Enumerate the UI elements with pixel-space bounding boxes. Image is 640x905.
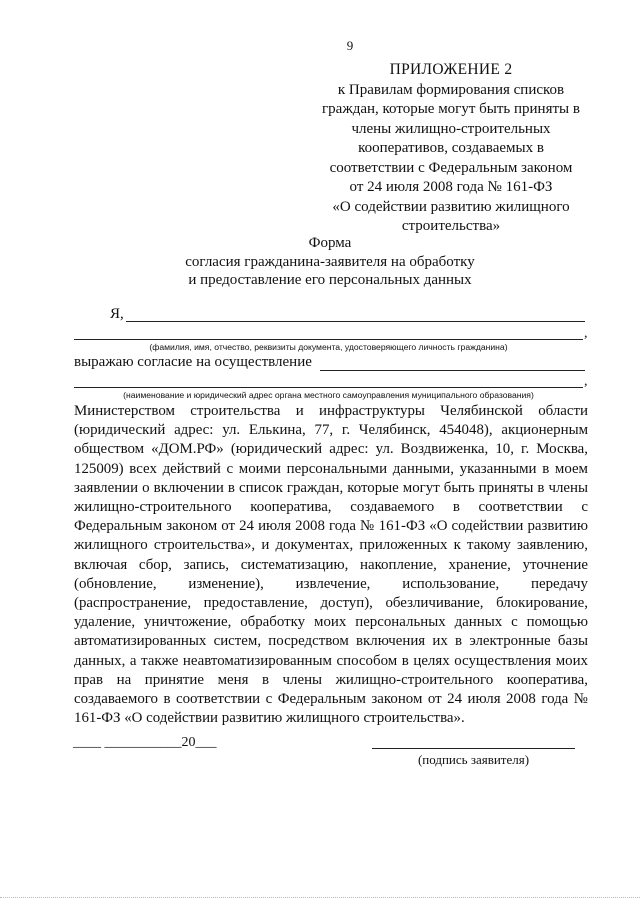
field-comma: , xyxy=(584,374,588,389)
appendix-line: «О содействии развитию жилищного xyxy=(332,198,570,215)
authority-caption: (наименование и юридический адрес органа местного самоуправления муниципального образования) xyxy=(123,390,534,400)
applicant-name-field[interactable] xyxy=(126,321,585,322)
authority-field[interactable] xyxy=(320,370,585,371)
page-number: 9 xyxy=(346,38,354,53)
consent-body-text: Министерством строительства и инфраструктуры Челябинской области (юридический адрес: ул. Елькина, 77, г. Челябинск, 454048), акционерным обществом «ДОМ.РФ» (юридический адрес: ул. Воздвиженка, 10, г. Москва, 125009) всех действий с моими персональными данными, указанными в моем заявлении о включении в список граждан, которые могут быть приняты в члены жилищно-строительного кооператива, создаваемого в соответствии с Федеральным законом от 24 июля 2008 года № 161-ФЗ «О содействии развитию жилищного строительства», и документах, приложенных к такому заявлению, включая сбор, запись, систематизацию, накопление, хранение, уточнение (обновление, изменение), извлечение, использование, передачу (распространение, предоставление, доступ), обезличивание, блокирование, удаление, уничтожение, обработку моих персональных данных с помощью автоматизированных систем, посредством включения их в электронные базы данных, а также неавтоматизированным способом в целях осуществления моих прав на принятие меня в члены жилищно-строительного кооператива, создаваемого в соответствии с Федеральным законом от 24 июля 2008 года № 161-ФЗ «О содействии развитию жилищного строительства». xyxy=(74,403,588,727)
appendix-title: ПРИЛОЖЕНИЕ 2 xyxy=(389,61,513,78)
form-title xyxy=(150,234,510,290)
appendix-header xyxy=(316,60,586,237)
applicant-details-field[interactable] xyxy=(74,339,583,340)
form-title-line: согласия гражданина-заявителя на обработку xyxy=(185,253,475,270)
field-comma: , xyxy=(584,326,588,341)
appendix-line: члены жилищно-строительных xyxy=(351,120,551,137)
consent-label: выражаю согласие на осуществление xyxy=(74,354,312,370)
applicant-caption: (фамилия, имя, отчество, реквизиты документа, удостоверяющего личность гражданина) xyxy=(149,342,508,352)
signature-caption: (подпись заявителя) xyxy=(417,752,530,767)
appendix-line: соответствии с Федеральным законом xyxy=(329,159,573,176)
appendix-line: к Правилам формирования списков xyxy=(337,81,565,98)
scan-edge-divider xyxy=(0,896,640,898)
date-field[interactable]: ____ ___________20___ xyxy=(73,735,217,750)
applicant-label: Я, xyxy=(110,306,124,322)
signature-field[interactable] xyxy=(372,748,575,749)
appendix-line: строительства» xyxy=(401,218,501,234)
appendix-line: от 24 июля 2008 года № 161-ФЗ xyxy=(349,179,553,195)
appendix-line: граждан, которые могут быть приняты в xyxy=(322,101,580,117)
appendix-line: кооперативов, создаваемых в xyxy=(358,140,544,156)
form-title-line: и предоставление его персональных данных xyxy=(188,272,472,288)
form-title-heading: Форма xyxy=(308,235,352,251)
authority-details-field[interactable] xyxy=(74,387,583,388)
